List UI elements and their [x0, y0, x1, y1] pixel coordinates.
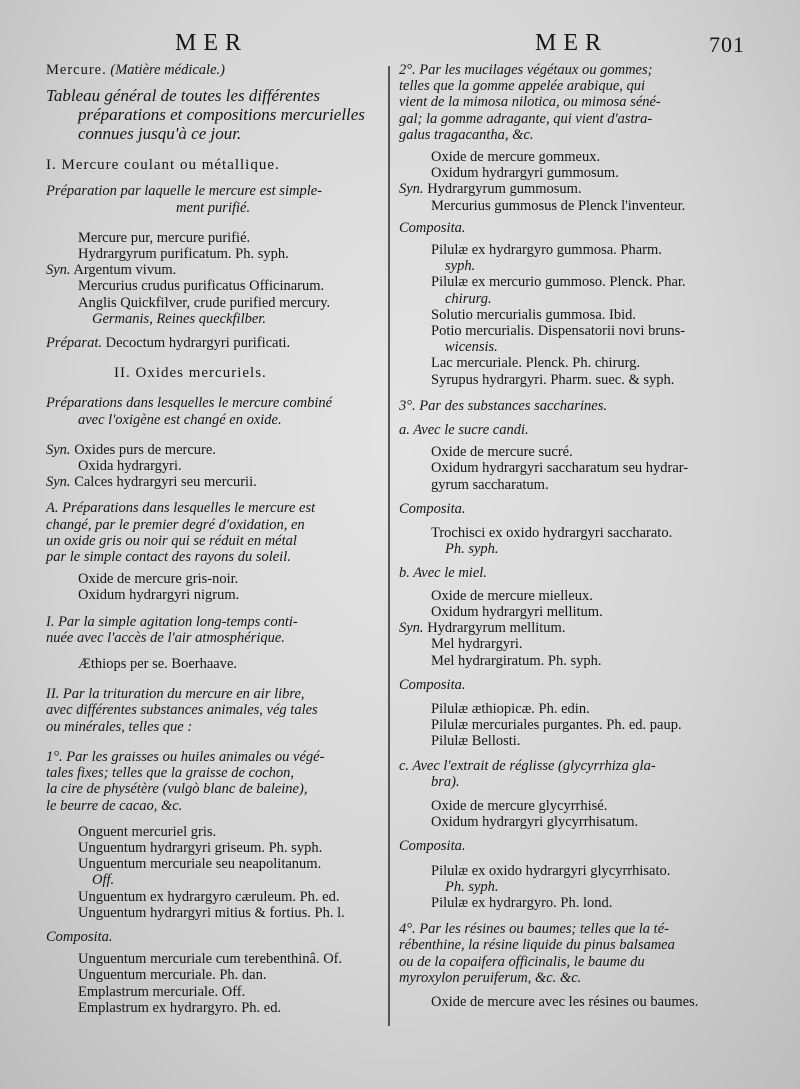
paragraph-2: 2°. Par les mucilages végétaux ou gommes;	[399, 62, 653, 78]
compo-line: chirurg.	[445, 290, 492, 307]
composita-label: Composita.	[399, 500, 466, 517]
paragraph-3: 3°. Par des substances saccharines.	[399, 397, 607, 414]
compo-line: Unguentum mercuriale. Ph. dan.	[78, 967, 267, 984]
name-line: Oxidum hydrargyri saccharatum seu hydrar-	[431, 460, 689, 477]
name-line: Mercure pur, mercure purifié.	[78, 229, 251, 246]
paragraph-2: galus tragacantha, &c.	[399, 126, 534, 143]
paragraph-4: myroxylon peruiferum, &c. &c.	[399, 969, 582, 986]
subsection-b: b. Avec le miel.	[399, 565, 487, 582]
name-line: Oxidum hydrargyri nigrum.	[78, 587, 240, 604]
name-line: gyrum saccharatum.	[431, 476, 549, 493]
left-column	[46, 62, 379, 1016]
subsection-A: A. Préparations dans lesquelles le mercure est	[46, 500, 316, 517]
paragraph-2: telles que la gomme appelée arabique, qui	[399, 78, 646, 95]
subsection-II: avec différentes substances animales, vég tales	[46, 702, 318, 719]
subsection-c: c. Avec l'extrait de réglisse (glycyrrhiza gla-	[399, 757, 656, 774]
name-line: Oxide de mercure gris-noir.	[78, 571, 239, 588]
syn-line: Mercurius gummosus de Plenck l'inventeur.	[431, 197, 686, 214]
title-line: connues jusqu'à ce jour.	[78, 124, 242, 144]
running-head-right: MER	[535, 30, 609, 56]
compo-line: Potio mercurialis. Dispensatorii novi bruns-	[431, 323, 686, 340]
syn-label: Syn.	[46, 262, 71, 279]
column-rule	[388, 66, 390, 1026]
entry-note: (Matière médicale.)	[110, 62, 225, 78]
name-line: Unguentum mercuriale seu neapolitanum.	[78, 856, 322, 873]
compo-line: Syrupus hydrargyri. Pharm. suec. & syph.	[431, 371, 675, 388]
title-line: préparations et compositions mercurielles	[78, 105, 365, 125]
syn-label: Syn.	[399, 181, 424, 198]
subsection-A: un oxide gris ou noir qui se réduit en métal	[46, 532, 297, 549]
compo-line: Pilulæ mercuriales purgantes. Ph. ed. paup.	[431, 717, 682, 734]
name-line: Unguentum ex hydrargyro cæruleum. Ph. ed.	[78, 888, 340, 905]
composita-label: Composita.	[399, 838, 466, 855]
subsection-II: II. Par la trituration du mercure en air libre,	[46, 686, 305, 703]
preparat-label: Préparat.	[46, 335, 102, 352]
name-line: Oxide de mercure glycyrrhisé.	[431, 797, 608, 814]
syn-line: Anglis Quickfilver, crude purified mercury.	[78, 294, 331, 311]
composita-label: Composita.	[399, 676, 466, 693]
name-line: Off.	[92, 872, 115, 889]
paragraph-1: tales fixes; telles que la graisse de cochon,	[46, 765, 295, 782]
preparat-line: Decoctum hydrargyri purificati.	[105, 335, 291, 352]
syn-label: Syn.	[46, 474, 71, 491]
paragraph-1: 1°. Par les graisses ou huiles animales ou végé-	[46, 748, 325, 765]
name-line: Hydrargyrum purificatum. Ph. syph.	[78, 246, 289, 263]
name-line: Onguent mercuriel gris.	[78, 823, 217, 840]
syn-line: Germanis, Reines queckfilber.	[92, 310, 266, 327]
name-line: Oxidum hydrargyri gummosum.	[431, 165, 619, 182]
name-line: Oxide de mercure mielleux.	[431, 587, 593, 604]
syn-line: Hydrargyrum gummosum.	[427, 181, 582, 198]
paragraph-4: rébenthine, la résine liquide du pinus balsamea	[399, 937, 675, 954]
prep-title: Préparation par laquelle le mercure est simple-	[46, 183, 322, 200]
compo-line: Trochisci ex oxido hydrargyri saccharato.	[431, 525, 673, 542]
paragraph-2: gal; la gomme adragante, qui vient d'astra-	[399, 110, 653, 127]
paragraph-1: la cire de physétère (vulgò blanc de baleine),	[46, 781, 308, 798]
title-line: Tableau général de toutes les différentes	[46, 86, 321, 106]
subsection-I: nuée avec l'accès de l'air atmosphérique.	[46, 629, 285, 646]
section-heading: I. Mercure coulant ou métallique.	[46, 157, 280, 174]
subsection-c: bra).	[431, 773, 460, 790]
subsection-a: a. Avec le sucre candi.	[399, 422, 529, 439]
entry-line	[46, 62, 379, 78]
page-number: 701	[709, 32, 745, 57]
syn-line: Mel hydrargiratum. Ph. syph.	[431, 652, 602, 669]
subsection-II: ou minérales, telles que :	[46, 718, 193, 735]
compo-line: Pilulæ Bellosti.	[431, 733, 521, 750]
syn-line: Argentum vivum.	[73, 262, 177, 279]
running-head-left: MER	[175, 30, 249, 56]
right-column	[399, 62, 765, 1010]
paragraph-4: ou de la copaifera officinalis, le baume du	[399, 953, 645, 970]
subsection-I: I. Par la simple agitation long-temps conti-	[46, 613, 298, 630]
syn-label: Syn.	[399, 620, 424, 637]
name-line: Oxide de mercure avec les résines ou baumes.	[431, 993, 699, 1010]
compo-line: Emplastrum ex hydrargyro. Ph. ed.	[78, 999, 282, 1016]
syn-line: Hydrargyrum mellitum.	[427, 620, 566, 637]
prep-title: avec l'oxigène est changé en oxide.	[78, 411, 282, 428]
compo-line: wicensis.	[445, 339, 498, 356]
composita-label: Composita.	[46, 928, 113, 945]
compo-line: Pilulæ ex hydrargyro gummosa. Pharm.	[431, 242, 662, 259]
paragraph-4: 4°. Par les résines ou baumes; telles que la té-	[399, 921, 669, 938]
name-line: Oxide de mercure gommeux.	[431, 149, 601, 166]
compo-line: Pilulæ ex hydrargyro. Ph. lond.	[431, 894, 613, 911]
syn-line: Calces hydrargyri seu mercurii.	[74, 474, 257, 491]
compo-line: Pilulæ ex mercurio gummoso. Plenck. Phar.	[431, 274, 686, 291]
name-line: Oxide de mercure sucré.	[431, 444, 573, 461]
composita-label: Composita.	[399, 219, 466, 236]
compo-line: Emplastrum mercuriale. Off.	[78, 983, 246, 1000]
compo-line: Pilulæ æthiopicæ. Ph. edin.	[431, 700, 590, 717]
compo-line: Ph. syph.	[445, 878, 499, 895]
paragraph-1: le beurre de cacao, &c.	[46, 797, 183, 814]
name-line: Oxidum hydrargyri mellitum.	[431, 603, 603, 620]
syn-line: Oxida hydrargyri.	[78, 458, 182, 475]
compo-line: syph.	[445, 258, 476, 275]
name-line: Unguentum hydrargyri griseum. Ph. syph.	[78, 839, 323, 856]
paragraph-2: vient de la mimosa nilotica, ou mimosa séné-	[399, 94, 661, 111]
name-line: Æthiops per se. Boerhaave.	[78, 656, 238, 673]
syn-line: Mel hydrargyri.	[431, 636, 523, 653]
prep-title: Préparations dans lesquelles le mercure combiné	[46, 395, 333, 412]
name-line: Unguentum hydrargyri mitius & fortius. Ph. l.	[78, 904, 345, 921]
name-line: Oxidum hydrargyri glycyrrhisatum.	[431, 814, 639, 831]
compo-line: Solutio mercurialis gummosa. Ibid.	[431, 306, 636, 323]
entry-term: Mercure.	[46, 62, 107, 78]
subsection-A: changé, par le premier degré d'oxidation, en	[46, 516, 305, 533]
syn-line: Oxides purs de mercure.	[74, 441, 216, 458]
syn-label: Syn.	[46, 441, 71, 458]
subsection-A: par le simple contact des rayons du soleil.	[46, 549, 291, 566]
section-heading: II. Oxides mercuriels.	[114, 365, 267, 382]
compo-line: Pilulæ ex oxido hydrargyri glycyrrhisato.	[431, 862, 671, 879]
prep-title: ment purifié.	[176, 199, 251, 216]
compo-line: Unguentum mercuriale cum terebenthinâ. Of.	[78, 951, 343, 968]
syn-line: Mercurius crudus purificatus Officinarum.	[78, 278, 325, 295]
compo-line: Ph. syph.	[445, 541, 499, 558]
compo-line: Lac mercuriale. Plenck. Ph. chirurg.	[431, 355, 641, 372]
